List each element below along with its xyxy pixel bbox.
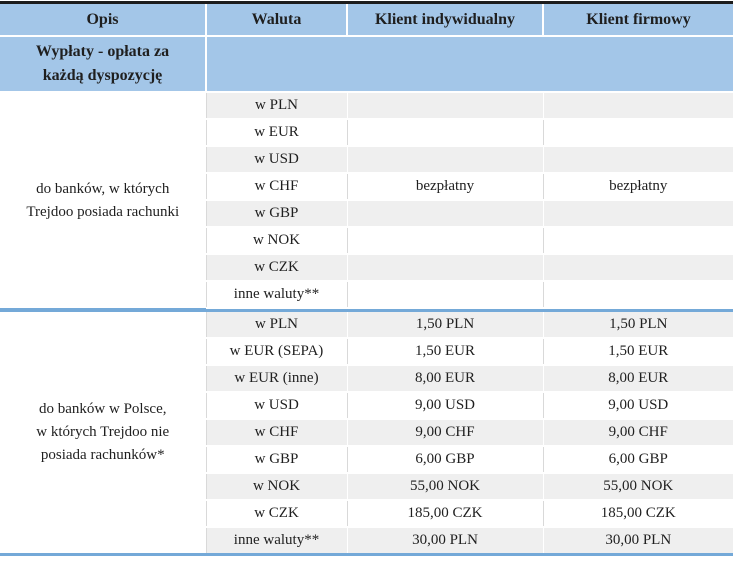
fee-business-cell: 9,00 USD bbox=[543, 392, 733, 419]
fee-individual-cell: 8,00 EUR bbox=[347, 365, 543, 392]
fee-individual-cell bbox=[347, 146, 543, 173]
group-header-filler bbox=[206, 36, 733, 92]
table-row bbox=[0, 92, 733, 119]
fee-individual-cell bbox=[347, 92, 543, 119]
fee-business-cell bbox=[543, 254, 733, 281]
fee-business-cell: 8,00 EUR bbox=[543, 365, 733, 392]
fee-business-cell: 185,00 CZK bbox=[543, 500, 733, 527]
currency-cell: w CZK bbox=[206, 500, 347, 527]
fee-business-cell bbox=[543, 119, 733, 146]
fee-business-cell: 55,00 NOK bbox=[543, 473, 733, 500]
group-header-line-1: Wypłaty - opłata za bbox=[35, 43, 170, 60]
currency-cell: w EUR (SEPA) bbox=[206, 338, 347, 365]
fee-business-cell: bezpłatny bbox=[543, 173, 733, 200]
description-line: posiada rachunków* bbox=[40, 447, 165, 463]
fee-individual-cell: 9,00 USD bbox=[347, 392, 543, 419]
fee-business-cell: 6,00 GBP bbox=[543, 446, 733, 473]
fee-individual-cell bbox=[347, 227, 543, 254]
group-header-cell bbox=[0, 36, 206, 92]
fee-business-cell bbox=[543, 146, 733, 173]
description-cell-section-1 bbox=[0, 92, 206, 308]
currency-cell: w CHF bbox=[206, 173, 347, 200]
currency-cell: inne waluty** bbox=[206, 281, 347, 308]
table-row bbox=[0, 312, 733, 338]
fee-individual-cell: 30,00 PLN bbox=[347, 527, 543, 555]
fee-business-cell bbox=[543, 200, 733, 227]
column-header-opis: Opis bbox=[0, 3, 206, 37]
fee-individual-cell: 1,50 EUR bbox=[347, 338, 543, 365]
fee-business-cell bbox=[543, 227, 733, 254]
description-line: Trejdoo posiada rachunki bbox=[26, 203, 180, 220]
currency-cell: w USD bbox=[206, 392, 347, 419]
fee-business-cell: 1,50 PLN bbox=[543, 312, 733, 338]
fee-individual-cell: 9,00 CHF bbox=[347, 419, 543, 446]
fee-individual-cell: 1,50 PLN bbox=[347, 312, 543, 338]
description-line: w których Trejdoo nie bbox=[36, 424, 170, 440]
currency-cell: w PLN bbox=[206, 312, 347, 338]
fee-business-cell: 9,00 CHF bbox=[543, 419, 733, 446]
fees-table bbox=[0, 1, 733, 556]
currency-cell: w EUR bbox=[206, 119, 347, 146]
currency-cell: inne waluty** bbox=[206, 527, 347, 555]
currency-cell: w PLN bbox=[206, 92, 347, 119]
currency-cell: w GBP bbox=[206, 446, 347, 473]
fee-individual-cell bbox=[347, 119, 543, 146]
group-header-line-2: każdą dyspozycję bbox=[42, 67, 163, 84]
currency-cell: w GBP bbox=[206, 200, 347, 227]
header-row bbox=[0, 3, 733, 37]
group-header-row bbox=[0, 36, 733, 92]
fee-individual-cell: 185,00 CZK bbox=[347, 500, 543, 527]
fee-business-cell: 1,50 EUR bbox=[543, 338, 733, 365]
column-header-klient-firmowy: Klient firmowy bbox=[543, 3, 733, 37]
fee-individual-cell: 55,00 NOK bbox=[347, 473, 543, 500]
currency-cell: w EUR (inne) bbox=[206, 365, 347, 392]
description-line: do banków w Polsce, bbox=[39, 401, 167, 417]
currency-cell: w CZK bbox=[206, 254, 347, 281]
description-cell-section-2 bbox=[0, 312, 206, 555]
fee-business-cell bbox=[543, 281, 733, 308]
fee-business-cell bbox=[543, 92, 733, 119]
fee-individual-cell bbox=[347, 254, 543, 281]
currency-cell: w NOK bbox=[206, 227, 347, 254]
column-header-waluta: Waluta bbox=[206, 3, 347, 37]
description-line: do banków, w których bbox=[36, 180, 170, 197]
fee-individual-cell: bezpłatny bbox=[347, 173, 543, 200]
column-header-klient-indywidualny: Klient indywidualny bbox=[347, 3, 543, 37]
currency-cell: w USD bbox=[206, 146, 347, 173]
fee-business-cell: 30,00 PLN bbox=[543, 527, 733, 555]
fee-individual-cell bbox=[347, 281, 543, 308]
currency-cell: w CHF bbox=[206, 419, 347, 446]
fee-individual-cell: 6,00 GBP bbox=[347, 446, 543, 473]
fee-individual-cell bbox=[347, 200, 543, 227]
currency-cell: w NOK bbox=[206, 473, 347, 500]
